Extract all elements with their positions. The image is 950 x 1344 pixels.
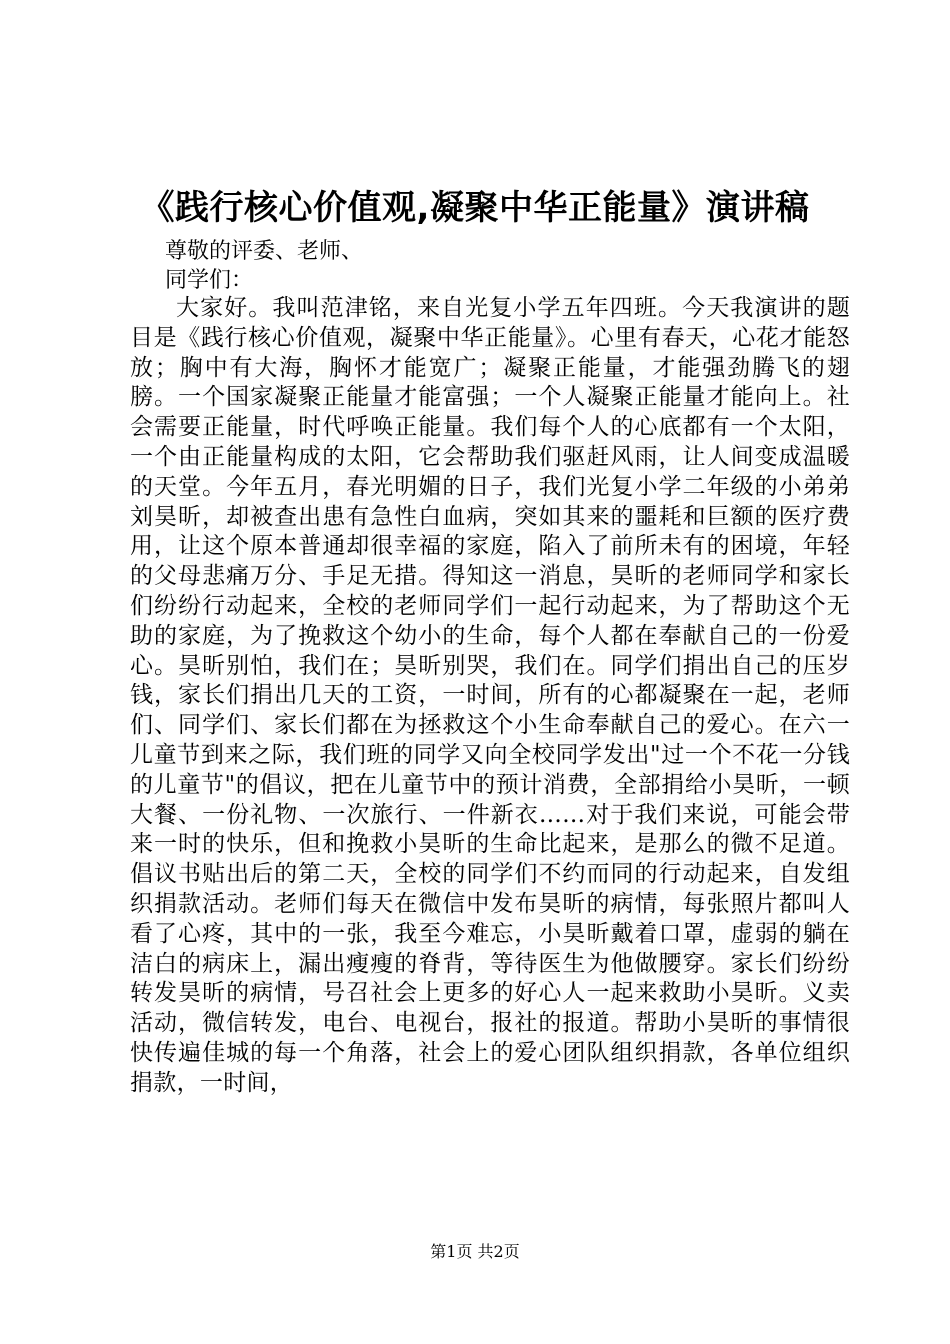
salutation-line-2: 同学们： xyxy=(165,268,254,293)
document-title: 《践行核心价值观,凝聚中华正能量》演讲稿 xyxy=(140,188,810,228)
page-number-footer: 第1页 共2页 xyxy=(430,1242,520,1261)
body-paragraph: 大家好。我叫范津铭，来自光复小学五年四班。今天我演讲的题目是《践行核心价值观，凝聚中华正能量》。心里有春天，心花才能怒放；胸中有大海，胸怀才能宽广；凝聚正能量，才能强劲腾飞的翅膀。一个国家凝聚正能量才能富强；一个人凝聚正能量才能向上。社会需要正能量，时代呼唤正能量。我们每个人的心底都有一个太阳，一个由正能量构成的太阳，它会帮助我们驱赶风雨，让人间变成温暖的天堂。今年五月，春光明媚的日子，我们光复小学二年级的小弟弟刘昊昕，却被查出患有急性白血病，突如其来的噩耗和巨额的医疗费用，让这个原本普通却很幸福的家庭，陷入了前所未有的困境，年轻的父母悲痛万分、手足无措。得知这一消息，昊昕的老师同学和家长们纷纷行动起来，全校的老师同学们一起行动起来，为了帮助这个无助的家庭，为了挽救这个幼小的生命，每个人都在奉献自己的一份爱心。昊昕别怕，我们在；昊昕别哭，我们在。同学们捐出自己的压岁钱，家长们捐出几天的工资，一时间，所有的心都凝聚在一起，老师们、同学们、家长们都在为拯救这个小生命奉献自己的爱心。在六一儿童节到来之际，我们班的同学又向全校同学发出"过一个不花一分钱的儿童节"的倡议，把在儿童节中的预计消费，全部捐给小昊昕，一顿大餐、一份礼物、一次旅行、一件新衣……对于我们来说，可能会带来一时的快乐，但和挽救小昊昕的生命比起来，是那么的微不足道。倡议书贴出后的第二天，全校的同学们不约而同的行动起来，自发组织捐款活动。老师们每天在微信中发布昊昕的病情，每张照片都叫人看了心疼，其中的一张，我至今难忘，小昊昕戴着口罩，虚弱的躺在洁白的病床上，漏出瘦瘦的脊背，等待医生为他做腰穿。家长们纷纷转发昊昕的病情，号召社会上更多的好心人一起来救助小昊昕。义卖活动，微信转发，电台、电视台，报社的报道。帮助小昊昕的事情很快传遍佳城的每一个角落，社会上的爱心团队组织捐款，各单位组织捐款，一时间， xyxy=(130,295,850,1096)
salutation-line-1: 尊敬的评委、老师、 xyxy=(165,239,364,264)
